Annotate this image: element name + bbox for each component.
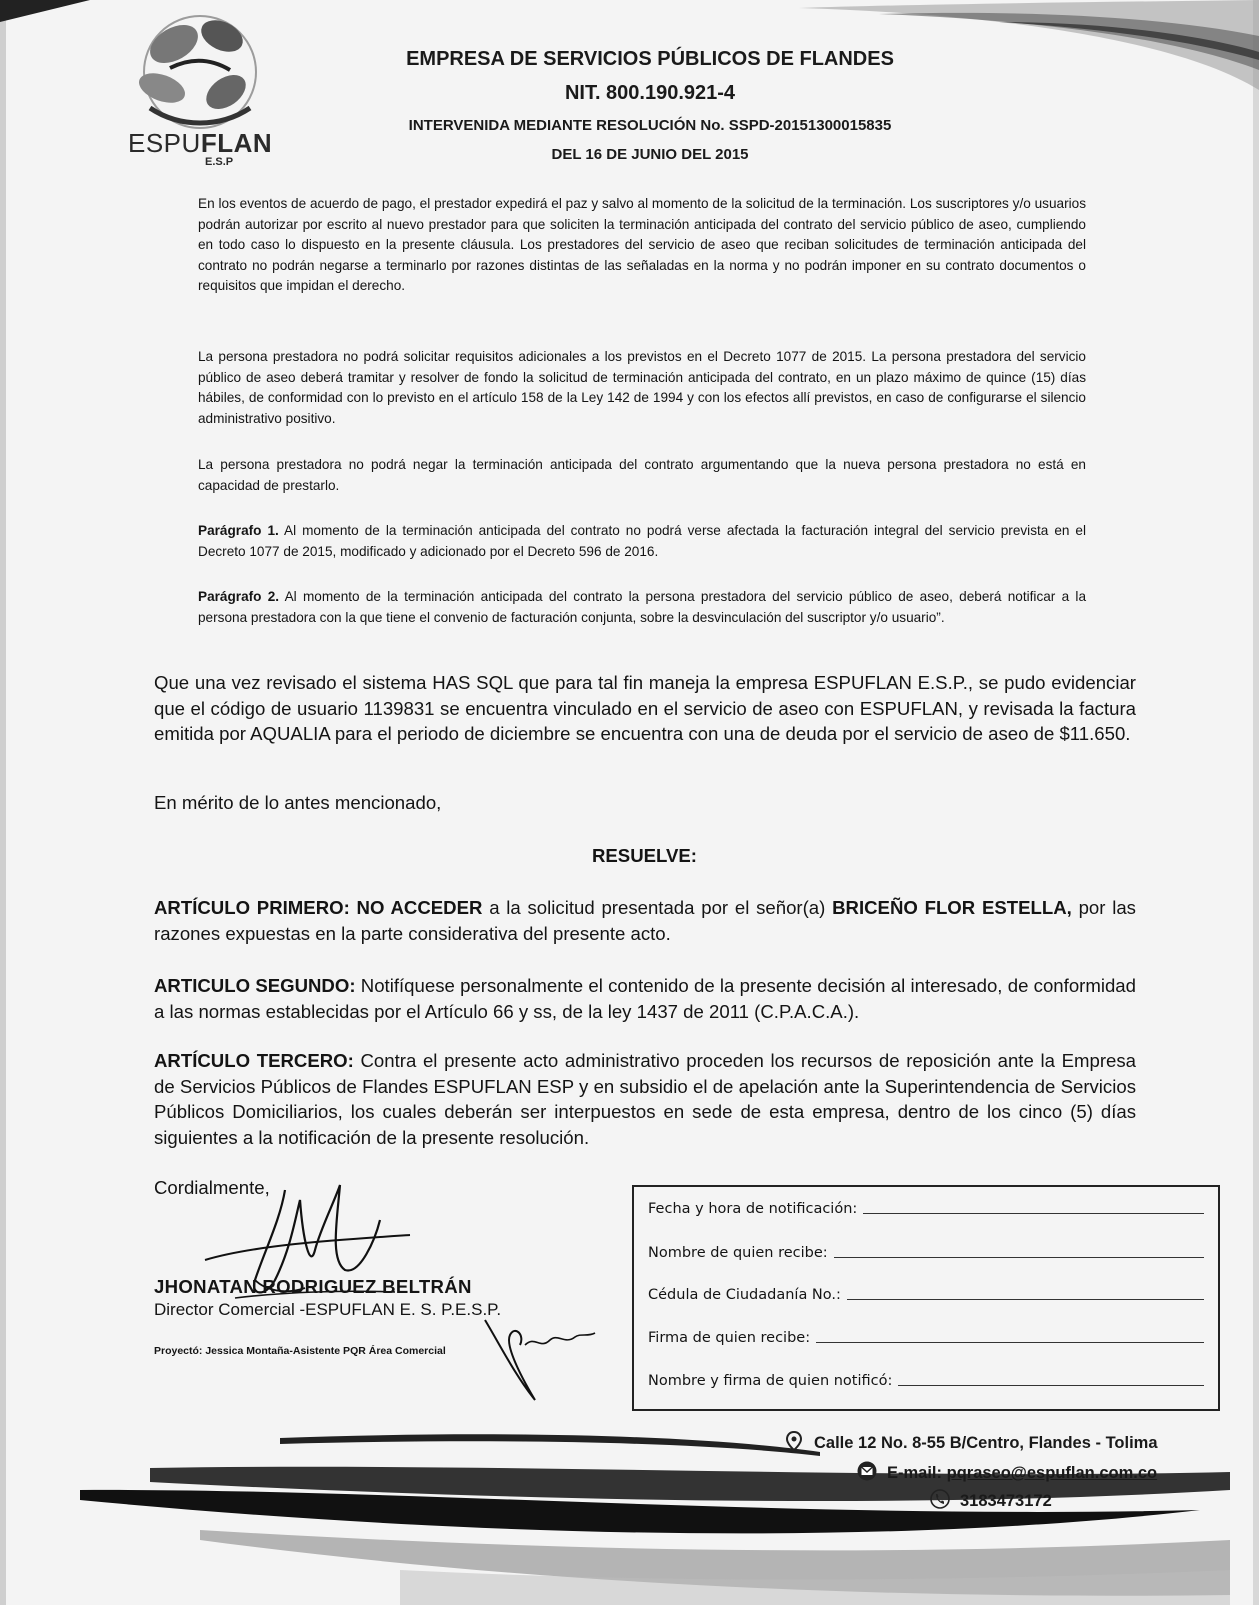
scan-right-edge — [1253, 0, 1259, 1605]
signer-name: JHONATAN RODRIGUEZ BELTRÁN — [154, 1276, 472, 1297]
email-link[interactable]: pqraseo@espuflan.com.co — [946, 1464, 1158, 1482]
signer-role: Director Comercial -ESPUFLAN E. S. P.E.S.P. — [154, 1300, 502, 1319]
notification-date-field[interactable] — [863, 1212, 1204, 1214]
envelope-icon — [857, 1461, 877, 1481]
article-first: ARTÍCULO PRIMERO: NO ACCEDER a la solicitud presentada por el señor(a) BRICEÑO FLOR ESTELLA, por las razones expuestas en la parte considerativa del presente acto. — [154, 897, 1136, 944]
id-number-field[interactable] — [847, 1298, 1204, 1300]
merit-paragraph: En mérito de lo antes mencionado, — [154, 792, 442, 813]
phone-icon — [930, 1489, 950, 1509]
receiver-name-field[interactable] — [834, 1256, 1204, 1258]
company-name: EMPRESA DE SERVICIOS PÚBLICOS DE FLANDES — [406, 48, 894, 70]
address-line: Calle 12 No. 8-55 B/Centro, Flandes - Tolima — [784, 1431, 1158, 1453]
resolution-date: DEL 16 DE JUNIO DEL 2015 — [551, 146, 749, 163]
corner-mark-graphic — [0, 0, 90, 30]
paragraph-label: Parágrafo 2. — [198, 589, 280, 604]
notification-date-row: Fecha y hora de notificación: — [648, 1201, 1204, 1217]
intervention-resolution: INTERVENIDA MEDIANTE RESOLUCIÓN No. SSPD-20151300015835 — [408, 117, 892, 134]
location-pin-icon — [784, 1431, 804, 1451]
receiver-signature-row: Firma de quien recibe: — [648, 1330, 1204, 1346]
company-nit: NIT. 800.190.921-4 — [564, 82, 736, 104]
quoted-paragraph-5: Parágrafo 2. Al momento de la terminación anticipada del contrato la persona prestadora del servicio público de aseo, deberá notificar a la persona prestadora con la que tiene el convenio de facturación conjunta, sobre la desvinculación del suscriptor y/o usuario”. — [198, 589, 1087, 625]
quoted-paragraph-2: La persona prestadora no podrá solicitar requisitos adicionales a los previstos en el Decreto 1077 de 2015. La persona prestadora del servicio público de aseo deberá tramitar y resolver de fondo la solicitud de terminación anticipada del contrato, en un plazo máximo de quince (15) días hábiles, de conformidad con lo previsto en el artículo 158 de la Ley 142 de 1994 y con los efectos allí previstos, en caso de configurarse el silencio administrativo positivo. — [198, 349, 1086, 426]
finding-paragraph: Que una vez revisado el sistema HAS SQL que para tal fin maneja la empresa ESPUFLAN E.S.P., se pudo evidenciar que el código de usuario 1139831 se encuentra vinculado en el servicio de aseo con ESPUFLAN, y revisada la factura emitida por AQUALIA para el periodo de diciembre se encuentra con una de deuda por el servicio de aseo de $11.650. — [154, 672, 1136, 744]
quoted-paragraph-4: Parágrafo 1. Al momento de la terminación anticipada del contrato no podrá verse afectada la facturación integral del servicio prevista en el Decreto 1077 de 2015, modificado y adicionado por el Decreto 596 de 2016. — [198, 523, 1086, 559]
notifier-row: Nombre y firma de quien notificó: — [648, 1373, 1204, 1389]
receiver-signature-field[interactable] — [816, 1341, 1204, 1343]
logo-suffix: E.S.P — [205, 156, 234, 168]
receiver-name-row: Nombre de quien recibe: — [648, 1245, 1204, 1261]
article-second: ARTICULO SEGUNDO: Notifíquese personalmente el contenido de la presente decisión al interesado, de conformidad a las normas establecidas por el Artículo 66 y ss, de la ley 1437 de 2011 (C.P.A.C.A.). — [154, 975, 1136, 1022]
scan-left-edge — [0, 0, 6, 1605]
closing-salutation: Cordialmente, — [154, 1177, 270, 1198]
phone-line: 3183473172 — [930, 1489, 1052, 1511]
resuelve-heading: RESUELVE: — [591, 845, 698, 866]
handwritten-initials — [480, 1315, 600, 1405]
quoted-paragraph-3: La persona prestadora no podrá negar la terminación anticipada del contrato argumentando que la nueva persona prestadora no está en capacidad de prestarlo. — [198, 457, 1086, 493]
notification-box — [632, 1185, 1220, 1411]
projected-by: Proyectó: Jessica Montaña-Asistente PQR Área Comercial — [154, 1345, 446, 1357]
footer-swoosh-graphic — [0, 1430, 1259, 1605]
quoted-paragraph-1: En los eventos de acuerdo de pago, el prestador expedirá el paz y salvo al momento de la solicitud de la terminación. Los suscriptores y/o usuarios podrán autorizar por escrito al nuevo prestador para que soliciten la terminación anticipada del contrato del servicio público de aseo, cumpliendo en todo caso lo dispuesto en la presente cláusula. Los prestadores del servicio de aseo que reciban solicitudes de terminación anticipada del contrato no podrán negarse a terminarlo por razones distintas de las señaladas en la norma y no podrán imponer en su contrato documentos o requisitos que impidan el derecho. — [198, 196, 1086, 293]
logo-wordmark: ESPUFLAN — [128, 128, 273, 158]
email-line: E-mail: pqraseo@espuflan.com.co — [857, 1461, 1157, 1483]
espuflan-logo-emblem — [130, 8, 270, 136]
id-number-row: Cédula de Ciudadanía No.: — [648, 1287, 1204, 1303]
notifier-field[interactable] — [898, 1384, 1204, 1386]
article-third: ARTÍCULO TERCERO: Contra el presente acto administrativo proceden los recursos de reposición ante la Empresa de Servicios Públicos de Flandes ESPUFLAN ESP y en subsidio el de apelación ante la Superintendencia de Servicios Públicos Domiciliarios, los cuales deberán ser interpuestos en sede de esta empresa, dentro de los cinco (5) días siguientes a la notificación de la presente resolución. — [154, 1050, 1136, 1148]
paragraph-label: Parágrafo 1. — [198, 523, 279, 538]
